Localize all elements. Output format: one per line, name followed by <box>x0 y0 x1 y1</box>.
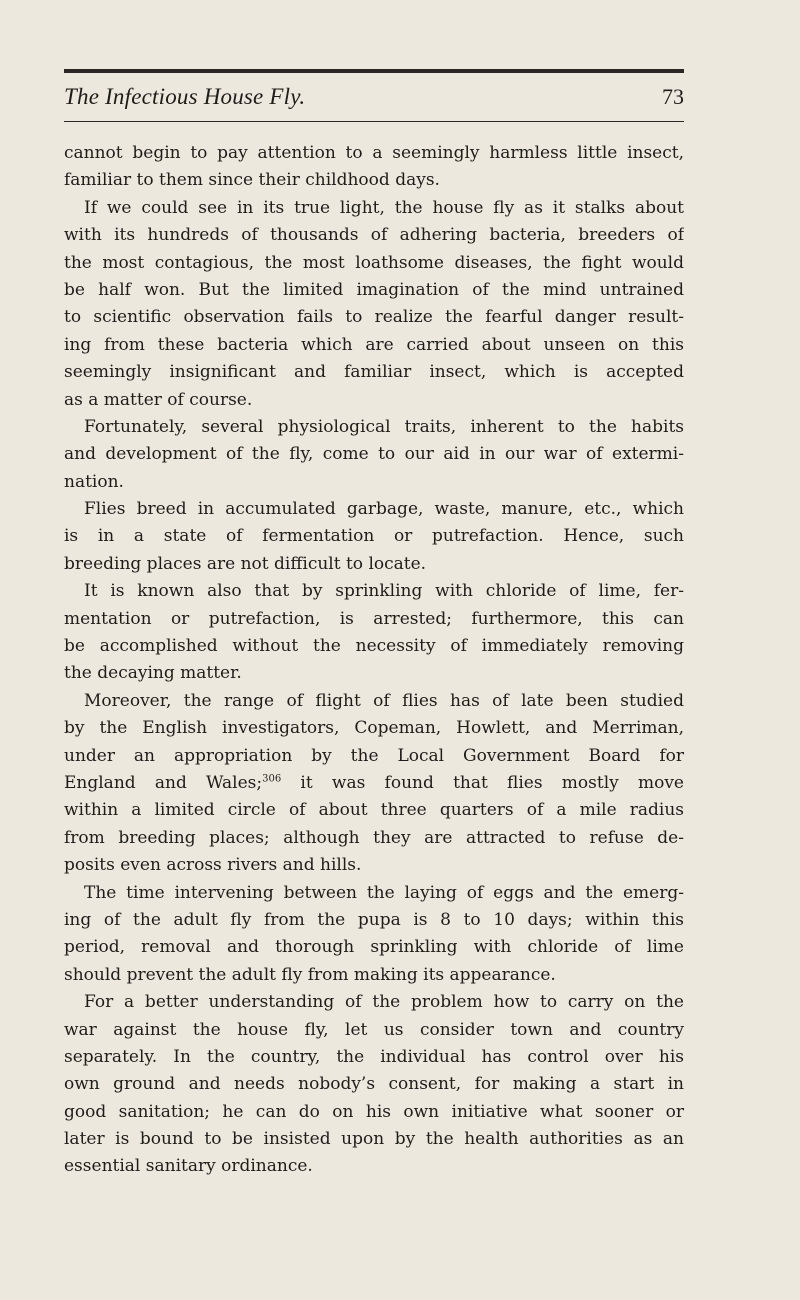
text-line: war against the house fly, let us consider town and country <box>64 1019 684 1040</box>
body-text <box>64 140 684 1181</box>
text-line: and development of the fly, come to our aid in our war of extermi- <box>64 444 684 465</box>
text-line: period, removal and thorough sprinkling with chloride of lime <box>64 937 684 958</box>
text-line: should prevent the adult fly from making its appearance. <box>64 964 556 985</box>
text-line: breeding places are not difficult to locate. <box>64 553 427 574</box>
text-line: cannot begin to pay attention to a seemingly harmless little insect, <box>64 143 684 163</box>
text-line: essential sanitary ordinance. <box>64 1156 313 1177</box>
header-rule-top <box>64 69 684 73</box>
text-line: by the English investigators, Copeman, Howlett, and Merriman, <box>64 718 684 739</box>
text-line: within a limited circle of about three quarters of a mile radius <box>64 800 684 821</box>
text-line: be accomplished without the necessity of immediately removing <box>64 636 684 657</box>
paragraph-start-line: It is known also that by sprinkling with chloride of lime, fer- <box>84 581 684 602</box>
text-line: own ground and needs nobody’s consent, for making a start in <box>64 1074 684 1095</box>
text-line: ing of the adult fly from the pupa is 8 to 10 days; within this <box>64 909 684 930</box>
paragraph-start-line: The time intervening between the laying of eggs and the emerg- <box>84 882 684 903</box>
text-line: from breeding places; although they are attracted to refuse de- <box>64 827 684 848</box>
paragraph-start-line: Fortunately, several physiological traits, inherent to the habits <box>84 416 684 437</box>
paragraph-start-line: Flies breed in accumulated garbage, waste, manure, etc., which <box>84 499 684 520</box>
running-title: The Infectious House Fly. <box>64 84 306 109</box>
text-line: is in a state of fermentation or putrefaction. Hence, such <box>64 526 684 547</box>
text-line: the most contagious, the most loathsome diseases, the fight would <box>64 252 684 273</box>
text-line: as a matter of course. <box>64 389 253 410</box>
text-line: later is bound to be insisted upon by the health authorities as an <box>64 1129 684 1150</box>
text-line: posits even across rivers and hills. <box>64 855 362 876</box>
paragraph-start-line: Moreover, the range of flight of flies has of late been studied <box>84 690 684 711</box>
text-line: under an appropriation by the Local Government Board for <box>64 745 684 766</box>
text-line: mentation or putrefaction, is arrested; furthermore, this can <box>64 608 684 629</box>
line-segment: it was found that flies mostly move <box>281 772 684 793</box>
text-line: good sanitation; he can do on his own initiative what sooner or <box>64 1101 684 1122</box>
page-number: 73 <box>662 84 684 109</box>
footnote-reference: 306 <box>262 773 282 785</box>
text-line: seemingly insignificant and familiar insect, which is accepted <box>64 362 684 383</box>
text-line: familiar to them since their childhood days. <box>64 170 440 191</box>
text-line-with-footnote <box>64 770 684 797</box>
paragraph-start-line: If we could see in its true light, the house fly as it stalks about <box>84 197 684 218</box>
paragraph-start-line: For a better understanding of the problem how to carry on the <box>84 992 684 1013</box>
text-line: nation. <box>64 471 124 492</box>
header-rule-bottom <box>64 121 684 122</box>
text-line: be half won. But the limited imagination of the mind untrained <box>64 279 684 300</box>
page-header <box>64 84 684 118</box>
text-line: ing from these bacteria which are carried about unseen on this <box>64 334 684 355</box>
line-segment: England and Wales; <box>64 772 263 793</box>
text-line: the decaying matter. <box>64 663 242 684</box>
book-page <box>64 0 684 1300</box>
text-line: with its hundreds of thousands of adhering bacteria, breeders of <box>64 225 684 246</box>
text-line: separately. In the country, the individual has control over his <box>64 1046 684 1067</box>
text-line: to scientific observation fails to realize the fearful danger result- <box>64 307 684 328</box>
